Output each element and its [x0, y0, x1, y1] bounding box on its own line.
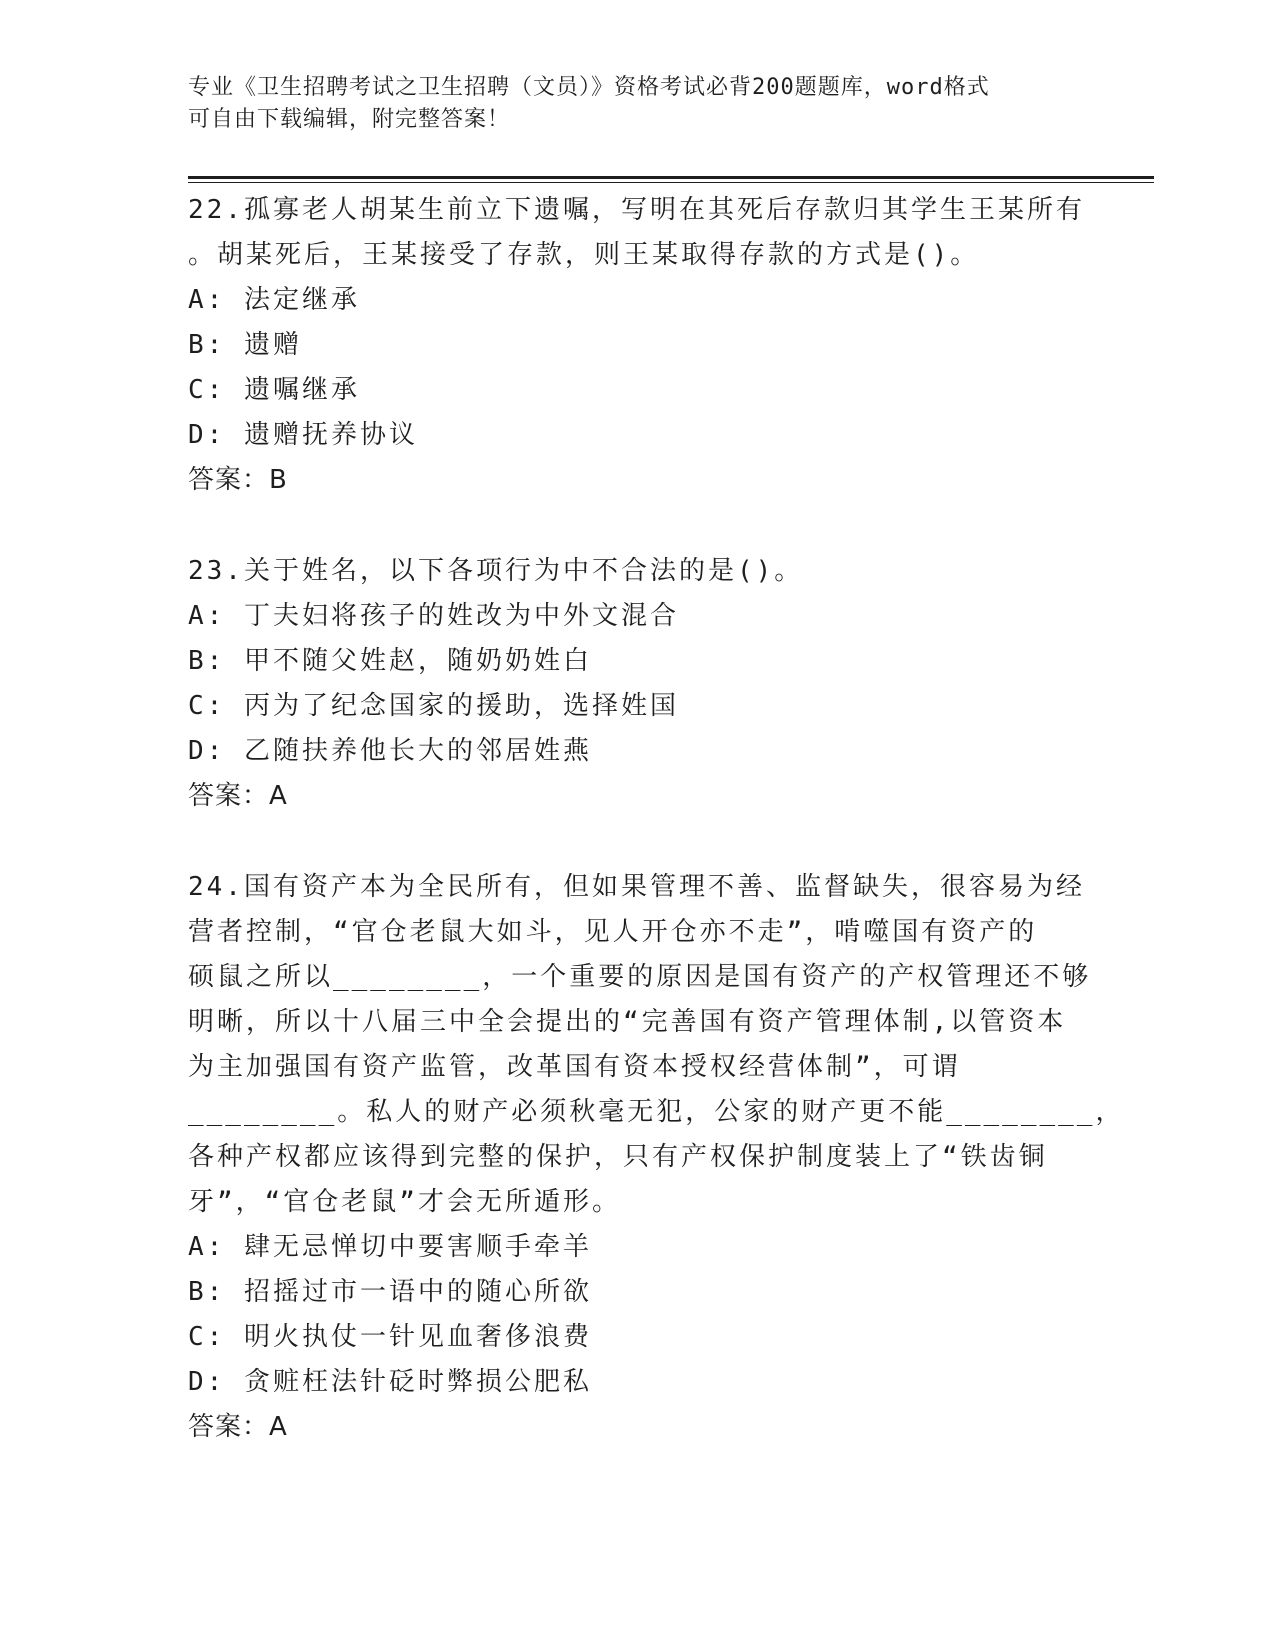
option-a: A: 丁夫妇将孩子的姓改为中外文混合 [188, 601, 679, 631]
question-22 [188, 188, 1088, 503]
question-text-line: 24.国有资产本为全民所有，但如果管理不善、监督缺失，很容易为经 [188, 872, 1085, 902]
option-c: C: 明火执仗一针见血奢侈浪费 [188, 1322, 592, 1352]
option-d: D: 贪赃枉法针砭时弊损公肥私 [188, 1367, 592, 1397]
header-line-2: 可自由下载编辑，附完整答案！ [188, 107, 511, 132]
question-text-line: 各种产权都应该得到完整的保护，只有产权保护制度装上了“铁齿铜 [188, 1142, 1048, 1172]
question-text-line: 营者控制，“官仓老鼠大如斗，见人开仓亦不走”，啃噬国有资产的 [188, 917, 1038, 947]
header-divider-thin [188, 182, 1154, 183]
question-text-line: 23.关于姓名，以下各项行为中不合法的是()。 [188, 556, 804, 586]
question-text-line: ________。私人的财产必须秋毫无犯，公家的财产更不能________， [188, 1097, 1125, 1127]
question-spacer [188, 819, 1088, 865]
question-text-line: 牙”，“官仓老鼠”才会无所遁形。 [188, 1187, 621, 1217]
question-text-line: 硕鼠之所以________，一个重要的原因是国有资产的产权管理还不够 [188, 962, 1092, 992]
option-a: A: 肆无忌惮切中要害顺手牵羊 [188, 1232, 592, 1262]
question-text-line: 为主加强国有资产监管，改革国有资本授权经营体制”，可谓 [188, 1052, 961, 1082]
option-d: D: 乙随扶养他长大的邻居姓燕 [188, 736, 592, 766]
question-spacer [188, 503, 1088, 549]
option-b: B: 遗赠 [188, 330, 302, 360]
answer: 答案：B [188, 465, 288, 495]
question-23 [188, 549, 1088, 819]
header-divider-thick [188, 176, 1154, 179]
option-a: A: 法定继承 [188, 285, 360, 315]
header-line-1: 专业《卫生招聘考试之卫生招聘（文员）》资格考试必背200题题库，word格式 [188, 75, 990, 100]
question-list [188, 188, 1125, 1450]
option-b: B: 甲不随父姓赵，随奶奶姓白 [188, 646, 592, 676]
option-d: D: 遗赠抚养协议 [188, 420, 418, 450]
question-text-line: 22.孤寡老人胡某生前立下遗嘱，写明在其死后存款归其学生王某所有 [188, 195, 1085, 225]
question-text-line: 。胡某死后，王某接受了存款，则王某取得存款的方式是()。 [188, 240, 980, 270]
option-c: C: 丙为了纪念国家的援助，选择姓国 [188, 691, 679, 721]
answer: 答案：A [188, 781, 288, 811]
question-24 [188, 865, 1125, 1450]
document-header [188, 72, 1088, 136]
option-c: C: 遗嘱继承 [188, 375, 360, 405]
option-b: B: 招摇过市一语中的随心所欲 [188, 1277, 592, 1307]
answer: 答案：A [188, 1412, 288, 1442]
question-text-line: 明晰，所以十八届三中全会提出的“完善国有资产管理体制,以管资本 [188, 1007, 1067, 1037]
